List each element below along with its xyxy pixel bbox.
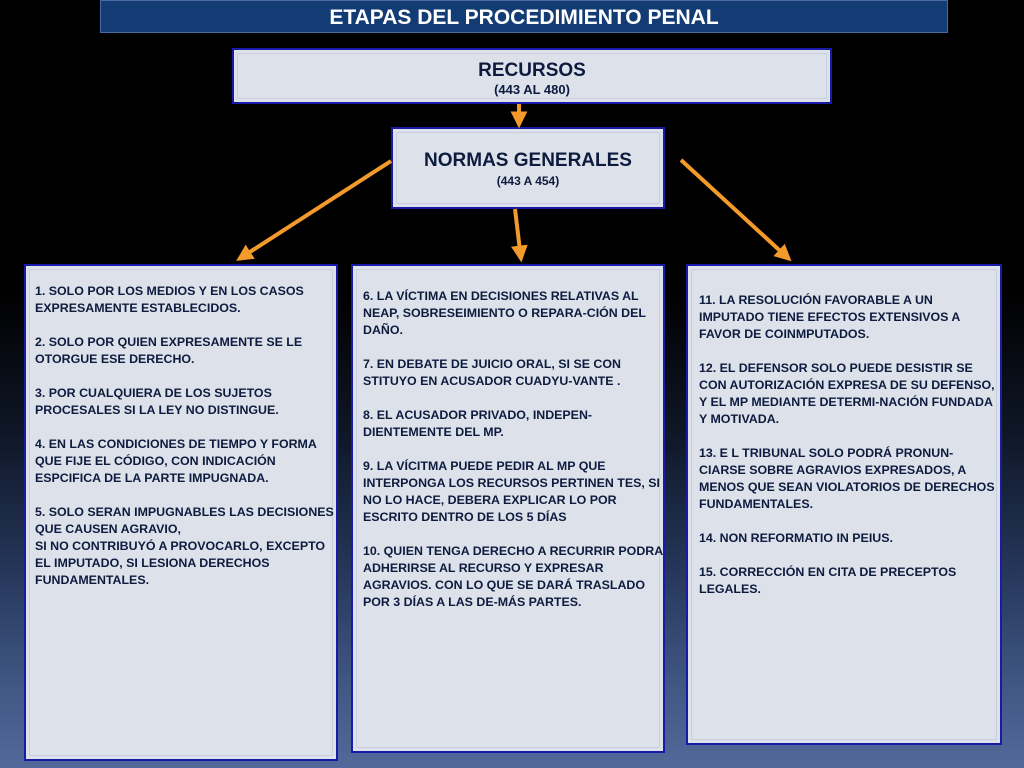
list-item: 5. SOLO SERAN IMPUGNABLES LAS DECISIONES QUE CAUSEN AGRAVIO, SI NO CONTRIBUYÓ A PROVOCARLO, EXCEPTO EL IMPUTADO, SI LESIONA DERECHOS FUNDAMENTALES. [35, 505, 334, 587]
page-title: ETAPAS DEL PROCEDIMIENTO PENAL [100, 0, 948, 33]
arrow-normas-to-col1 [239, 161, 391, 259]
list-item: 3. POR CUALQUIERA DE LOS SUJETOS PROCESALES SI LA LEY NO DISTINGUE. [35, 386, 279, 417]
list-item: 6. LA VÍCTIMA EN DECISIONES RELATIVAS AL NEAP, SOBRESEIMIENTO O REPARA-CIÓN DEL DAÑO. [363, 289, 646, 337]
list-item: 1. SOLO POR LOS MEDIOS Y EN LOS CASOS EXPRESAMENTE ESTABLECIDOS. [35, 284, 304, 315]
recursos-title: RECURSOS [478, 60, 586, 81]
normas-title: NORMAS GENERALES [424, 150, 632, 171]
column-3-box [686, 264, 1002, 745]
list-item: 7. EN DEBATE DE JUICIO ORAL, SI SE CON STITUYO EN ACUSADOR CUADYU-VANTE . [363, 357, 621, 388]
list-item: 2. SOLO POR QUIEN EXPRESAMENTE SE LE OTORGUE ESE DERECHO. [35, 335, 303, 366]
list-item: 12. EL DEFENSOR SOLO PUEDE DESISTIR SE CON AUTORIZACIÓN EXPRESA DE SU DEFENSO, Y EL MP MEDIANTE DETERMI-NACIÓN FUNDADA Y MOTIVADA. [699, 361, 995, 426]
list-item: 4. EN LAS CONDICIONES DE TIEMPO Y FORMA QUE FIJE EL CÓDIGO, CON INDICACIÓN ESPCIFICA DE LA PARTE IMPUGNADA. [35, 437, 317, 485]
list-item: 13. E L TRIBUNAL SOLO PODRÁ PRONUN-CIARSE SOBRE AGRAVIOS EXPRESADOS, A MENOS QUE SEAN VIOLATORIOS DE DERECHOS FUNDAMENTALES. [699, 446, 995, 511]
normas-subtitle: (443 A 454) [496, 174, 560, 188]
arrow-normas-to-col2 [515, 209, 521, 259]
list-item: 15. CORRECCIÓN EN CITA DE PRECEPTOS LEGALES. [699, 565, 957, 596]
list-item: 10. QUIEN TENGA DERECHO A RECURRIR PODRA ADHERIRSE AL RECURSO Y EXPRESAR AGRAVIOS. CON LO QUE SE DARÁ TRASLADO POR 3 DÍAS A LAS DE-MÁS PARTES. [363, 544, 663, 609]
recursos-subtitle: (443 AL 480) [494, 82, 570, 97]
list-item: 8. EL ACUSADOR PRIVADO, INDEPEN-DIENTEMENTE DEL MP. [363, 408, 593, 439]
arrow-normas-to-col3 [681, 160, 789, 259]
list-item: 14. NON REFORMATIO IN PEIUS. [699, 531, 893, 545]
list-item: 11. LA RESOLUCIÓN FAVORABLE A UN IMPUTADO TIENE EFECTOS EXTENSIVOS A FAVOR DE COINMPUTADOS. [699, 293, 960, 341]
list-item: 9. LA VÍCITMA PUEDE PEDIR AL MP QUE INTERPONGA LOS RECURSOS PERTINEN TES, SI NO LO HACE, DEBERA EXPLICAR LO POR ESCRITO DENTRO DE LOS 5 DÍAS [363, 459, 660, 524]
column-2-box [351, 264, 665, 753]
column-1-box [24, 264, 338, 761]
